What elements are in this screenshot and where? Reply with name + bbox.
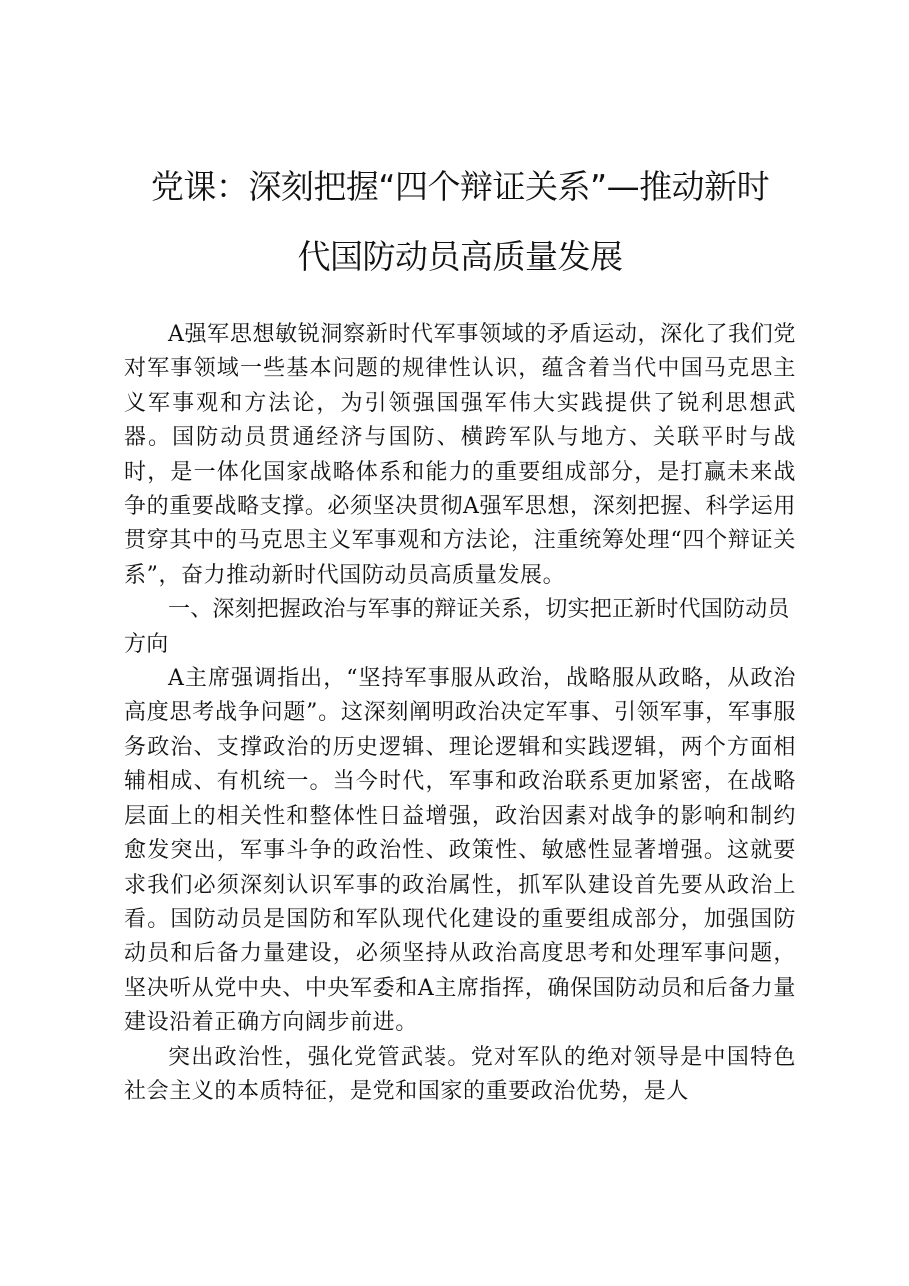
body-paragraph-2: 突出政治性，强化党管武装。党对军队的绝对领导是中国特色社会主义的本质特征，是党和国家的重要政治优势，是人 bbox=[124, 1044, 796, 1104]
body-paragraph-1: A主席强调指出，“坚持军事服从政治，战略服从政略，从政治高度思考战争问题”。这深刻阐明政治决定军事、引领军事，军事服务政治、支撑政治的历史逻辑、理论逻辑和实践逻辑，两个方面相辅相成、有机统一。当今时代，军事和政治联系更加紧密，在战略层面上的相关性和整体性日益增强，政治因素对战争的影响和制约愈发突出，军事斗争的政治性、政策性、敏感性显著增强。这就要求我们必须深刻认识军事的政治属性，抓军队建设首先要从政治上看。国防动员是国防和军队现代化建设的重要组成部分，加强国防动员和后备力量建设，必须坚持从政治高度思考和处理军事问题，坚决听从党中央、中央军委和A主席指挥，确保国防动员和后备力量建设沿着正确方向阔步前进。 bbox=[124, 666, 796, 1036]
document-page bbox=[124, 152, 796, 1109]
section-heading-1: 一、深刻把握政治与军事的辩证关系，切实把正新时代国防动员方向 bbox=[124, 597, 790, 657]
title-line-2: 代国防动员高质量发展 bbox=[297, 237, 623, 276]
document-title bbox=[124, 152, 796, 292]
title-line-1: 党课：深刻把握“四个辩证关系”—推动新时 bbox=[150, 167, 770, 206]
intro-paragraph: A强军思想敏锐洞察新时代军事领域的矛盾运动，深化了我们党对军事领域一些基本问题的规律性认识，蕴含着当代中国马克思主义军事观和方法论，为引领强国强军伟大实践提供了锐利思想武器。国防动员贯通经济与国防、横跨军队与地方、关联平时与战时，是一体化国家战略体系和能力的重要组成部分，是打赢未来战争的重要战略支撑。必须坚决贯彻A强军思想，深刻把握、科学运用贯穿其中的马克思主义军事观和方法论，注重统筹处理“四个辩证关系”，奋力推动新时代国防动员高质量发展。 bbox=[124, 322, 796, 588]
